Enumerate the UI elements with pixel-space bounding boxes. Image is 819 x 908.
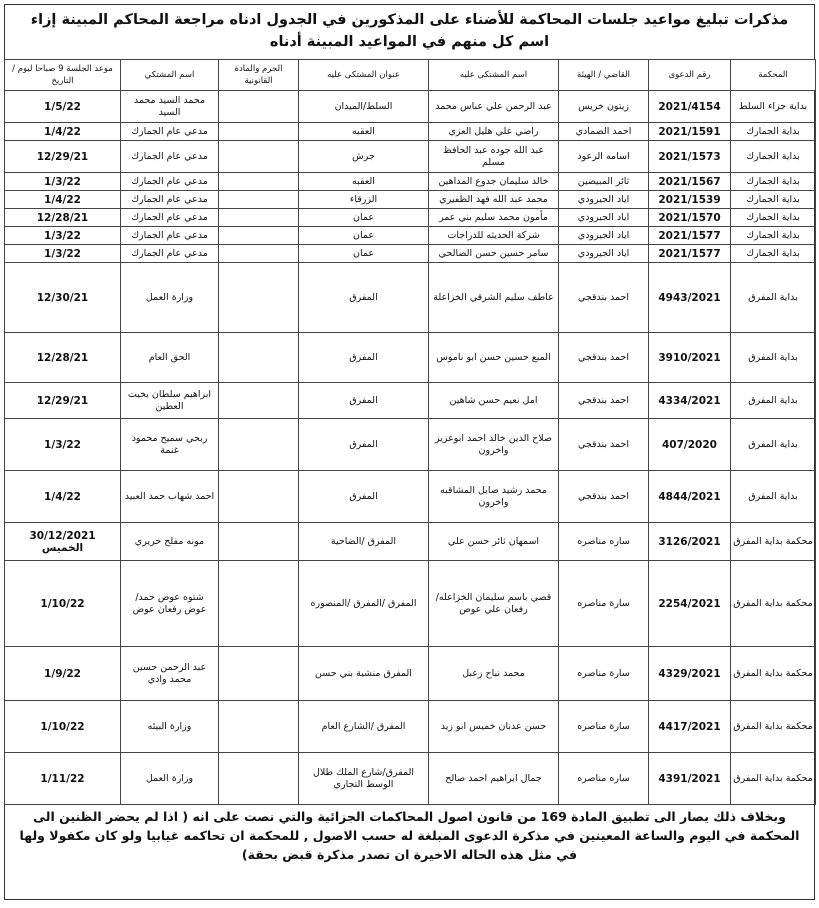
cell-complainant: احمد شهاب حمد العبيد <box>121 471 219 523</box>
cell-crime <box>219 471 299 523</box>
cell-crime <box>219 209 299 227</box>
cell-judge: اياد الجيرودي <box>559 209 649 227</box>
cell-defendant: خالد سليمان جدوع المداهين <box>429 173 559 191</box>
cell-address: عمان <box>299 227 429 245</box>
cell-court: بداية المفرق <box>731 383 816 419</box>
cell-complainant: وزارة العمل <box>121 753 219 805</box>
cell-complainant: مدعي عام الجمارك <box>121 141 219 173</box>
cell-defendant: امل نعيم حسن شاهين <box>429 383 559 419</box>
cell-defendant: سامر حسين حسن الصالحي <box>429 245 559 263</box>
cell-case-no: 3126/2021 <box>649 523 731 561</box>
cell-court: بداية الجمارك <box>731 227 816 245</box>
cell-crime <box>219 123 299 141</box>
cell-judge: احمد بندقجي <box>559 333 649 383</box>
hearings-table <box>4 59 816 805</box>
cell-court: بداية الجمارك <box>731 209 816 227</box>
table-row <box>5 245 816 263</box>
cell-case-no: 2021/1570 <box>649 209 731 227</box>
cell-crime <box>219 647 299 701</box>
cell-defendant: راضي علي هليل العزي <box>429 123 559 141</box>
cell-complainant: مدعي عام الجمارك <box>121 245 219 263</box>
table-row <box>5 209 816 227</box>
cell-crime <box>219 419 299 471</box>
legal-footer: وبخلاف ذلك يصار الى تطبيق المادة 169 من قانون اصول المحاكمات الجزائية والتي نصت على انه ( اذا لم يحضر الظنين الى المحكمة في اليوم والساعة المعينين في مذكرة الدعوى المبلغة له حسب الاصول , للمحكمة ان تحاكمه غيابيا ولو كان مكفولا ولها في مثل هذه الحاله الاخيرة ان تصدر مذكرة قبض بحقة) <box>19 809 800 862</box>
cell-judge: احمد بندقجي <box>559 383 649 419</box>
table-header-row <box>5 60 816 91</box>
cell-complainant: مدعي عام الجمارك <box>121 191 219 209</box>
table-row <box>5 91 816 123</box>
cell-judge: ساره مناصره <box>559 523 649 561</box>
cell-judge: سارة مناصره <box>559 701 649 753</box>
cell-address: المفرق <box>299 471 429 523</box>
header-crime: الجرم والمادة القانونية <box>219 60 299 91</box>
cell-judge: اياد الجيرودي <box>559 191 649 209</box>
cell-case-no: 4334/2021 <box>649 383 731 419</box>
cell-defendant: محمد نباح زعبل <box>429 647 559 701</box>
cell-case-no: 4844/2021 <box>649 471 731 523</box>
cell-judge: زيتون خريس <box>559 91 649 123</box>
cell-address: المفرق <box>299 419 429 471</box>
cell-court: بداية الجمارك <box>731 245 816 263</box>
cell-case-no: 4391/2021 <box>649 753 731 805</box>
cell-court: محكمة بداية المفرق <box>731 647 816 701</box>
cell-case-no: 2021/1539 <box>649 191 731 209</box>
cell-complainant: مدعي عام الجمارك <box>121 173 219 191</box>
cell-case-no: 2021/1567 <box>649 173 731 191</box>
cell-crime <box>219 191 299 209</box>
cell-crime <box>219 263 299 333</box>
cell-case-no: 2021/1591 <box>649 123 731 141</box>
cell-defendant: عبد الله جوده عبد الحافظ مسلم <box>429 141 559 173</box>
cell-court: محكمة بداية المفرق <box>731 753 816 805</box>
cell-case-no: 407/2020 <box>649 419 731 471</box>
cell-case-no: 2021/4154 <box>649 91 731 123</box>
cell-complainant: الحق العام <box>121 333 219 383</box>
cell-crime <box>219 383 299 419</box>
cell-judge: سارة مناصره <box>559 647 649 701</box>
cell-address: المفرق /المفرق /المنصوره <box>299 561 429 647</box>
cell-complainant: ربحي سميح محمود غنمة <box>121 419 219 471</box>
table-row <box>5 123 816 141</box>
cell-date: 1/10/22 <box>5 701 121 753</box>
cell-address: المفرق <box>299 383 429 419</box>
cell-date: 1/11/22 <box>5 753 121 805</box>
cell-date: 12/29/21 <box>5 141 121 173</box>
cell-defendant: المبع حسين حسن ابو ناموس <box>429 333 559 383</box>
table-row <box>5 333 816 383</box>
cell-court: بداية المفرق <box>731 263 816 333</box>
cell-date: 1/3/22 <box>5 227 121 245</box>
header-complainant: اسم المشتكي <box>121 60 219 91</box>
cell-complainant: مونه مفلح حريري <box>121 523 219 561</box>
cell-date: 1/4/22 <box>5 471 121 523</box>
cell-crime <box>219 523 299 561</box>
cell-crime <box>219 91 299 123</box>
cell-date: 1/4/22 <box>5 191 121 209</box>
cell-court: بداية جزاء السلط <box>731 91 816 123</box>
cell-crime <box>219 701 299 753</box>
cell-judge: ساره مناصره <box>559 753 649 805</box>
cell-defendant: عبد الرحمن علي عباس محمد <box>429 91 559 123</box>
cell-complainant: مدعي عام الجمارك <box>121 123 219 141</box>
header-date: موعد الجلسة 9 صباحا ليوم / التاريخ <box>5 60 121 91</box>
cell-date: 12/28/21 <box>5 333 121 383</box>
cell-address: السلط/الميدان <box>299 91 429 123</box>
cell-defendant: حسن عدنان خميس ابو زيد <box>429 701 559 753</box>
table-row <box>5 227 816 245</box>
cell-defendant: اسمهان ثائر حسن علي <box>429 523 559 561</box>
notice-page <box>4 4 815 900</box>
table-body <box>5 91 816 805</box>
table-row <box>5 419 816 471</box>
cell-date: 30/12/2021 الخميس <box>5 523 121 561</box>
cell-case-no: 4329/2021 <box>649 647 731 701</box>
table-row <box>5 173 816 191</box>
table-row <box>5 647 816 701</box>
cell-date: 12/30/21 <box>5 263 121 333</box>
cell-judge: اياد الجيرودي <box>559 245 649 263</box>
header-court: المحكمة <box>731 60 816 91</box>
cell-date: 1/3/22 <box>5 173 121 191</box>
cell-address: العقبه <box>299 173 429 191</box>
cell-judge: احمد بندقجي <box>559 263 649 333</box>
cell-case-no: 2021/1577 <box>649 227 731 245</box>
cell-complainant: مدعي عام الجمارك <box>121 209 219 227</box>
cell-defendant: مأمون محمد سليم بني عمر <box>429 209 559 227</box>
cell-address: عمان <box>299 209 429 227</box>
cell-crime <box>219 141 299 173</box>
cell-complainant: ابراهيم سلطان بخيت العطين <box>121 383 219 419</box>
cell-defendant: عاطف سليم الشرقي الخزاعلة <box>429 263 559 333</box>
cell-case-no: 4943/2021 <box>649 263 731 333</box>
cell-address: العقبه <box>299 123 429 141</box>
table-row <box>5 383 816 419</box>
cell-case-no: 4417/2021 <box>649 701 731 753</box>
cell-address: عمان <box>299 245 429 263</box>
cell-judge: احمد الصمادي <box>559 123 649 141</box>
cell-date: 1/3/22 <box>5 245 121 263</box>
cell-address: المفرق <box>299 263 429 333</box>
cell-court: محكمة بداية المفرق <box>731 523 816 561</box>
header-defendant: اسم المشتكى عليه <box>429 60 559 91</box>
table-row <box>5 471 816 523</box>
cell-address: المفرق /الشارع العام <box>299 701 429 753</box>
cell-case-no: 3910/2021 <box>649 333 731 383</box>
cell-crime <box>219 245 299 263</box>
table-row <box>5 701 816 753</box>
cell-defendant: محمد رشيد صايل المشاقبه واخرون <box>429 471 559 523</box>
cell-address: المفرق/شارع الملك طلال الوسط التجاري <box>299 753 429 805</box>
cell-court: بداية المفرق <box>731 419 816 471</box>
cell-address: المفرق <box>299 333 429 383</box>
cell-judge: احمد بندقجي <box>559 471 649 523</box>
cell-court: بداية الجمارك <box>731 173 816 191</box>
cell-complainant: مدعي عام الجمارك <box>121 227 219 245</box>
cell-defendant: محمد عبد الله فهد الظفيري <box>429 191 559 209</box>
cell-complainant: وزارة البيئه <box>121 701 219 753</box>
cell-judge: اسامه الرعود <box>559 141 649 173</box>
cell-complainant: شتوه عوض حمد/ عوض رفعان عوض <box>121 561 219 647</box>
cell-judge: سارة مناصره <box>559 561 649 647</box>
cell-date: 12/28/21 <box>5 209 121 227</box>
cell-court: بداية المفرق <box>731 471 816 523</box>
cell-court: بداية المفرق <box>731 333 816 383</box>
cell-court: بداية الجمارك <box>731 141 816 173</box>
cell-defendant: شركة الحديثه للدراجات <box>429 227 559 245</box>
cell-date: 1/10/22 <box>5 561 121 647</box>
cell-date: 1/3/22 <box>5 419 121 471</box>
cell-crime <box>219 561 299 647</box>
cell-date: 1/9/22 <box>5 647 121 701</box>
cell-address: المفرق /الضاحية <box>299 523 429 561</box>
cell-complainant: وزارة العمل <box>121 263 219 333</box>
table-row <box>5 561 816 647</box>
cell-crime <box>219 227 299 245</box>
cell-complainant: عبد الرحمن حسين محمد وادي <box>121 647 219 701</box>
header-address: عنوان المشتكى عليه <box>299 60 429 91</box>
cell-court: بداية الجمارك <box>731 191 816 209</box>
cell-address: جرش <box>299 141 429 173</box>
cell-case-no: 2254/2021 <box>649 561 731 647</box>
cell-date: 12/29/21 <box>5 383 121 419</box>
cell-complainant: محمد السيد محمد السيد <box>121 91 219 123</box>
cell-judge: احمد بندقجي <box>559 419 649 471</box>
cell-case-no: 2021/1573 <box>649 141 731 173</box>
cell-date: 1/5/22 <box>5 91 121 123</box>
table-row <box>5 141 816 173</box>
cell-crime <box>219 173 299 191</box>
cell-defendant: صلاح الدين خالد احمد ابوعزيز واخرون <box>429 419 559 471</box>
page-title: مذكرات تبليغ مواعيد جلسات المحاكمة للأضناء على المذكورين في الجدول ادناه مراجعة المحاكم المبينة إزاء اسم كل منهم في المواعيد المبينة أدناه <box>30 12 789 50</box>
cell-date: 1/4/22 <box>5 123 121 141</box>
cell-address: الزرقاء <box>299 191 429 209</box>
cell-court: محكمة بداية المفرق <box>731 561 816 647</box>
cell-defendant: جمال ابراهيم احمد صالح <box>429 753 559 805</box>
cell-address: المفرق منشية بني حسن <box>299 647 429 701</box>
cell-defendant: قصي باسم سليمان الخزاعله/رفعان علي عوص <box>429 561 559 647</box>
header-judge: القاضي / الهيئة <box>559 60 649 91</box>
cell-crime <box>219 333 299 383</box>
table-row <box>5 263 816 333</box>
cell-case-no: 2021/1577 <box>649 245 731 263</box>
cell-court: محكمة بداية المفرق <box>731 701 816 753</box>
table-row <box>5 523 816 561</box>
cell-judge: اياد الجيرودي <box>559 227 649 245</box>
table-row <box>5 191 816 209</box>
cell-court: بداية الجمارك <box>731 123 816 141</box>
cell-judge: ثائر المبيضين <box>559 173 649 191</box>
header-case-no: رقم الدعوى <box>649 60 731 91</box>
cell-crime <box>219 753 299 805</box>
table-row <box>5 753 816 805</box>
